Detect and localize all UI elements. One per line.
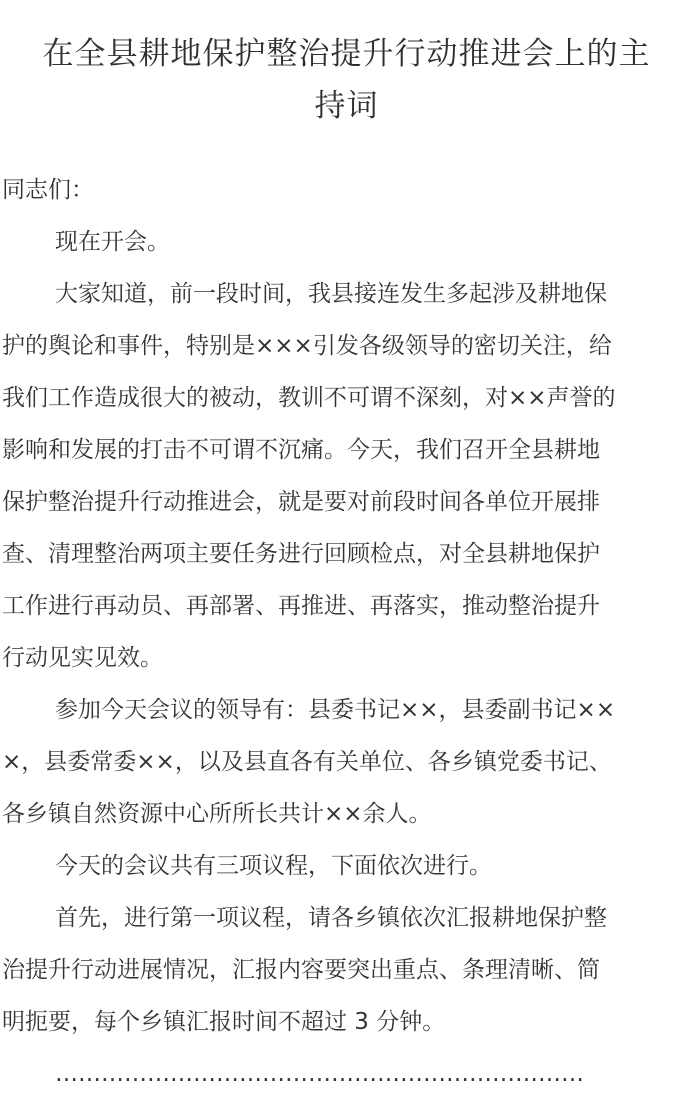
paragraph-line: 影响和发展的打击不可谓不沉痛。今天，我们召开全县耕地	[2, 437, 600, 463]
salutation: 同志们：	[2, 177, 94, 203]
ellipsis-line: ……………………………………………………………	[55, 1061, 584, 1087]
paragraph-line: 行动见实见效。	[2, 645, 163, 671]
paragraph-line: 查、清理整治两项主要任务进行回顾检点，对全县耕地保护	[2, 541, 600, 567]
paragraph-line: 我们工作造成很大的被动，教训不可谓不深刻，对××声誉的	[2, 385, 616, 411]
paragraph-agenda	[0, 840, 693, 892]
paragraph-line: 首先，进行第一项议程，请各乡镇依次汇报耕地保护整	[55, 905, 607, 931]
paragraph-line: 各乡镇自然资源中心所所长共计××余人。	[2, 801, 432, 827]
paragraph-line: 护的舆论和事件，特别是×××引发各级领导的密切关注，给	[2, 333, 612, 359]
title-line-2: 持词	[314, 88, 379, 124]
paragraph-line: 工作进行再动员、再部署、再推进、再落实，推动整治提升	[2, 593, 600, 619]
paragraph-line: 大家知道，前一段时间，我县接连发生多起涉及耕地保	[55, 281, 607, 307]
document-title	[0, 0, 693, 132]
paragraph-line: 保护整治提升行动推进会，就是要对前段时间各单位开展排	[2, 489, 600, 515]
paragraph-line: 现在开会。	[55, 229, 170, 255]
document-body	[0, 164, 693, 1097]
paragraph-attendees	[0, 684, 693, 840]
paragraph-line: 治提升行动进展情况，汇报内容要突出重点、条理清晰、简	[2, 957, 600, 983]
paragraph-opening	[0, 216, 693, 268]
title-line-1: 在全县耕地保护整治提升行动推进会上的主	[42, 36, 651, 72]
paragraph-first-item	[0, 892, 693, 1048]
paragraph-line: 参加今天会议的领导有：县委书记××，县委副书记××	[55, 697, 616, 723]
paragraph-line: ×，县委常委××，以及县直各有关单位、各乡镇党委书记、	[2, 749, 612, 775]
paragraph-background	[0, 268, 693, 684]
paragraph-line: 明扼要，每个乡镇汇报时间不超过 3 分钟。	[2, 1009, 446, 1035]
paragraph-line: 今天的会议共有三项议程，下面依次进行。	[55, 853, 492, 879]
